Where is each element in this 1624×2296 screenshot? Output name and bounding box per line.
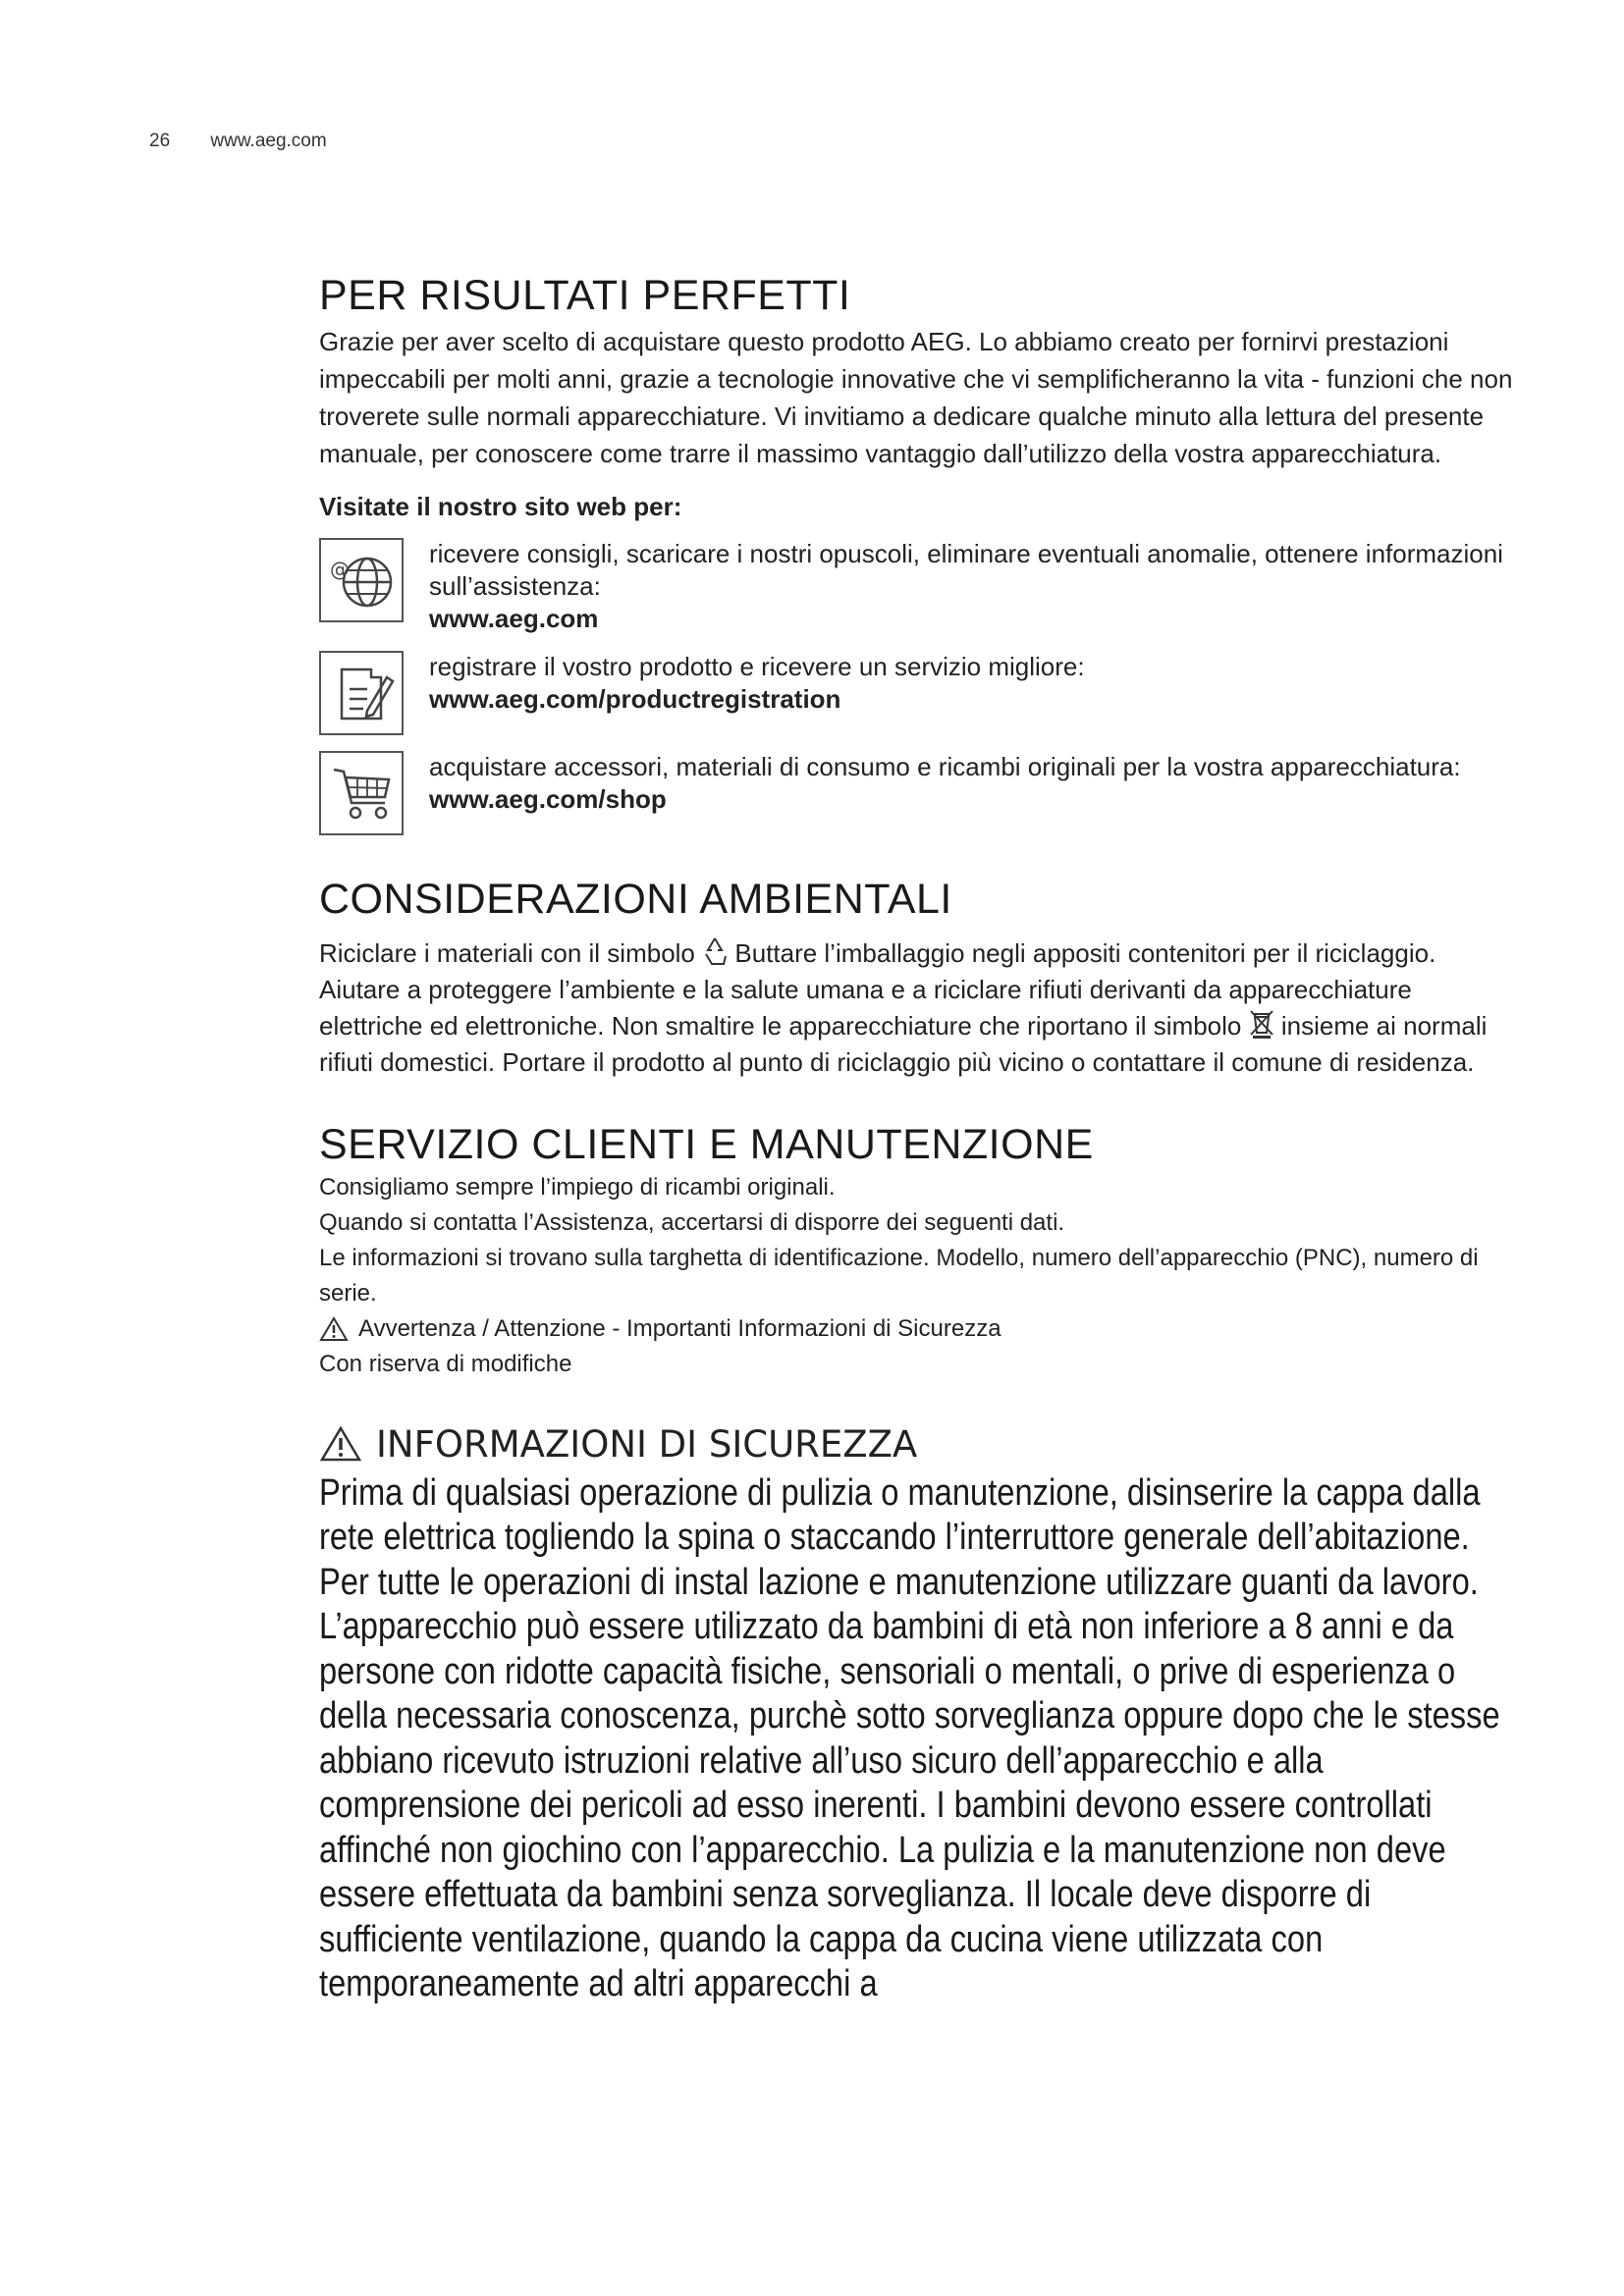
environment-text-part2: Buttare l’imballaggio negli appositi contenitori per il riciclaggio. Aiutare a proteggere l’ambiente e la salute umana e a riciclare rifiuti derivanti da apparecchiature elettriche ed elettroniche. Non smaltire le apparecchiature che riportano il simbolo	[319, 937, 1436, 1041]
service-line-1: Consigliamo sempre l’impiego di ricambi originali.	[319, 1173, 836, 1201]
service-warning-line	[319, 1311, 1517, 1347]
warning-triangle-icon	[319, 1425, 362, 1463]
service-section	[319, 1122, 1517, 1382]
link-shop-url[interactable]: www.aeg.com/shop	[429, 784, 667, 815]
header-site-link[interactable]: www.aeg.com	[210, 131, 327, 151]
warning-triangle-icon	[319, 1316, 349, 1342]
link-shop-text: acquistare accessori, materiali di consumo e ricambi originali per la vostra apparecchiatura:	[429, 752, 1461, 782]
crossed-bin-icon	[1249, 1009, 1274, 1039]
service-line-2: Quando si contatta l’Assistenza, accertarsi di disporre dei seguenti dati.	[319, 1208, 1065, 1236]
service-line-3: Le informazioni si trovano sulla targhetta di identificazione. Modello, numero dell’apparecchio (PNC), numero di serie.	[319, 1244, 1479, 1307]
environment-text	[319, 935, 1517, 1081]
environment-title: CONSIDERAZIONI AMBIENTALI	[319, 876, 952, 924]
link-row-shop	[319, 751, 1517, 835]
environment-text-part1: Riciclare i materiali con il simbolo	[319, 937, 695, 968]
visit-label: Visitate il nostro sito web per:	[319, 492, 682, 522]
link-website-text: ricevere consigli, scaricare i nostri opuscoli, eliminare eventuali anomalie, ottenere informazioni sull’assistenza:	[429, 539, 1503, 602]
service-warning-text: Avvertenza / Attenzione - Importanti Informazioni di Sicurezza	[358, 1314, 1001, 1342]
link-row-registration	[319, 651, 1517, 735]
web-globe-icon	[319, 538, 404, 622]
shopping-cart-icon	[319, 751, 404, 835]
registration-document-icon	[319, 651, 404, 735]
link-website-url[interactable]: www.aeg.com	[429, 604, 599, 634]
safety-section	[319, 1423, 1517, 2007]
page-content	[319, 273, 1517, 2007]
link-registration-text: registrare il vostro prodotto e ricevere un servizio migliore:	[429, 652, 1085, 682]
link-row-website	[319, 538, 1517, 635]
page-number: 26	[149, 131, 171, 151]
intro-text: Grazie per aver scelto di acquistare questo prodotto AEG. Lo abbiamo creato per fornirvi prestazioni impeccabili per molti anni, grazie a tecnologie innovative che vi semplificheranno la vita - funzioni che non troverete sulle normali apparecchiature. Vi invitiamo a dedicare qualche minuto alla lettura del presente manuale, per conoscere come trarre il massimo vantaggio dall’utilizzo della vostra apparecchiatura.	[319, 327, 1513, 469]
environment-section	[319, 877, 1517, 1080]
environment-text-part3: insieme ai normali rifiuti domestici. Portare il prodotto al punto di riciclaggio più vicino o contattare il comune di residenza.	[319, 1010, 1488, 1077]
intro-title: PER RISULTATI PERFETTI	[319, 272, 851, 319]
service-title: SERVIZIO CLIENTI E MANUTENZIONE	[319, 1120, 1094, 1168]
link-registration-url[interactable]: www.aeg.com/productregistration	[429, 684, 841, 715]
page-header	[149, 131, 327, 152]
service-reserve: Con riserva di modifiche	[319, 1350, 572, 1377]
svg-text:@: @	[330, 558, 350, 582]
recycle-icon	[702, 936, 728, 966]
safety-text: Prima di qualsiasi operazione di pulizia o manutenzione, disinserire la cappa dalla rete elettrica togliendo la spina o staccando l’interruttore generale dell’abitazione. Per tutte le operazioni di instal lazione e manutenzione utilizzare guanti da lavoro. L’apparecchio può essere utilizzato da bambini di età non inferiore a 8 anni e da persone con ridotte capacità fisiche, sensoriali o mentali, o prive di esperienza o della necessaria conoscenza, purchè sotto sorveglianza oppure dopo che le stesse abbiano ricevuto istruzioni relative all’uso sicuro dell’apparecchio e alla comprensione dei pericoli ad esso inerenti. I bambini devono essere controllati affinché non giochino con l’apparecchio. La pulizia e la manutenzione non deve essere effettuata da bambini senza sorveglianza. Il locale deve disporre di sufficiente ventilazione, quando la cappa da cucina viene utilizzata con temporaneamente ad altri apparecchi a	[319, 1471, 1500, 2005]
safety-title: INFORMAZIONI DI SICUREZZA	[376, 1422, 918, 1466]
